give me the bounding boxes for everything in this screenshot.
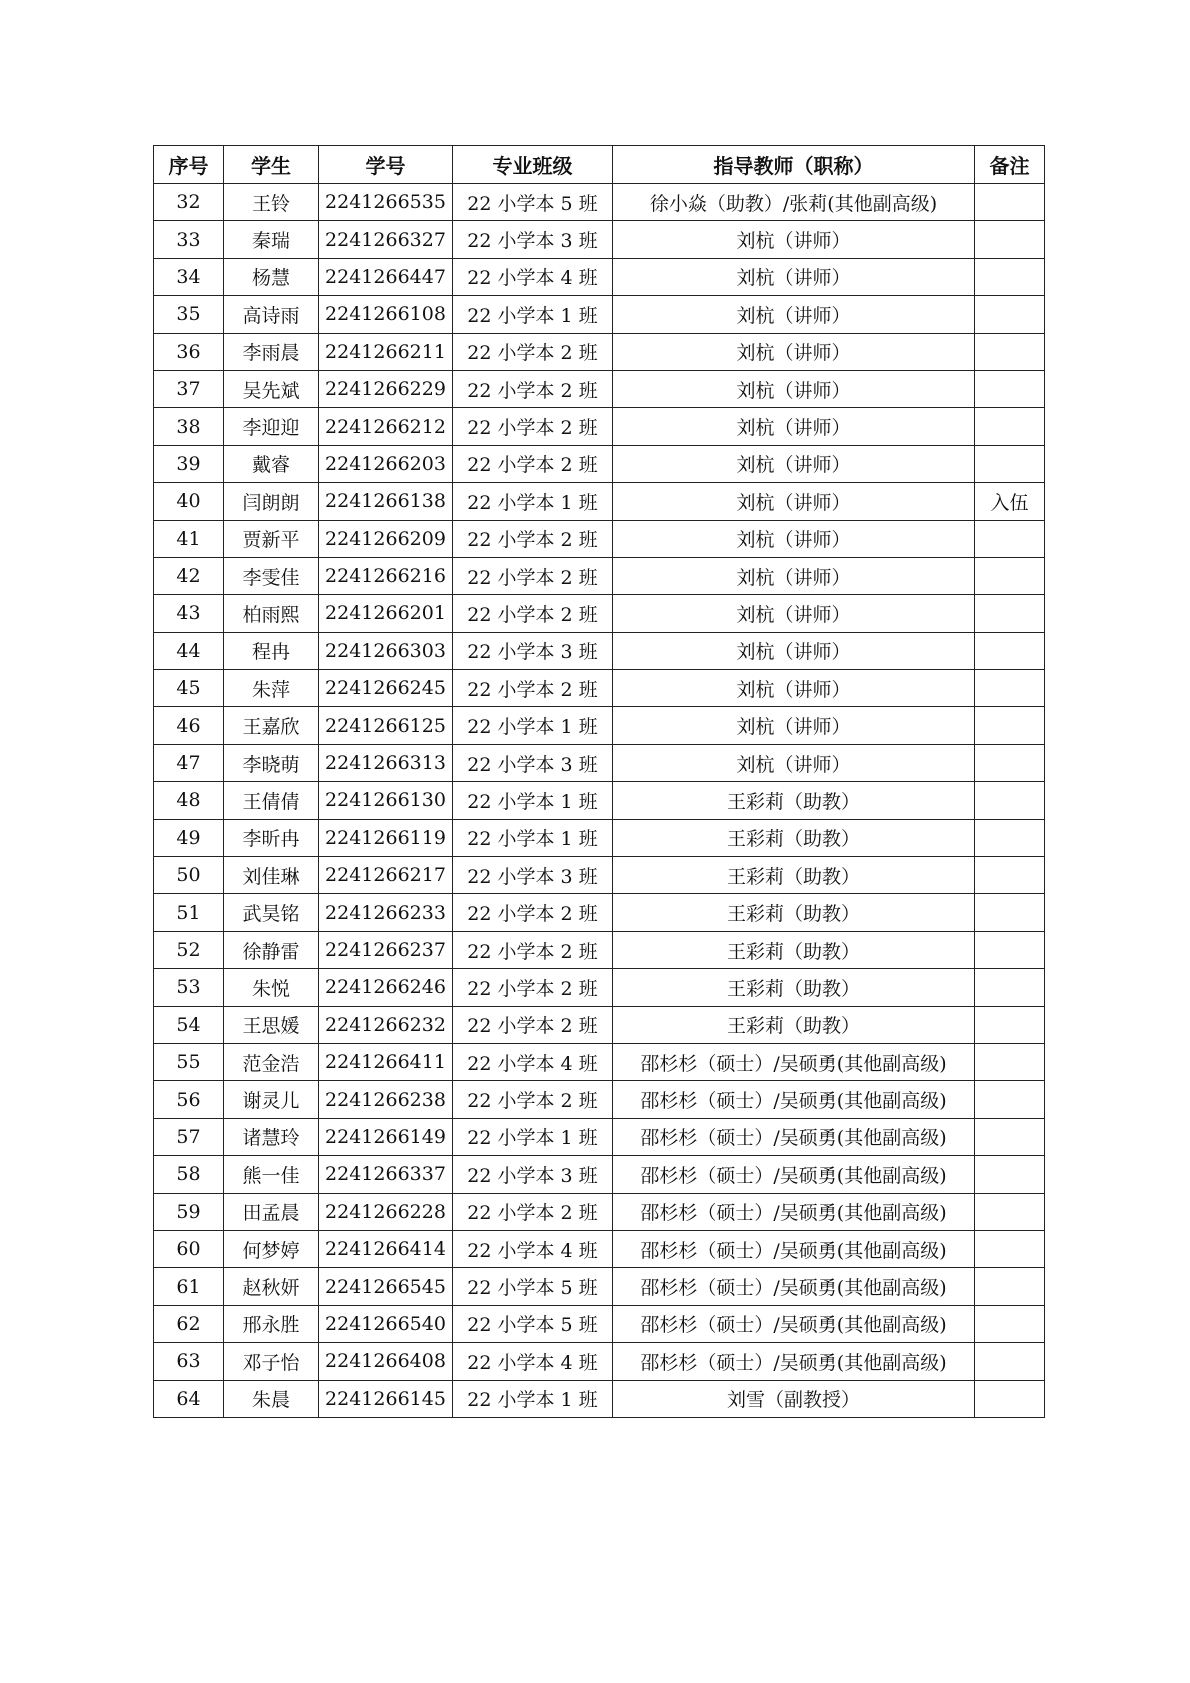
cell-remark <box>975 670 1045 707</box>
cell-advisor: 邵杉杉（硕士）/吴硕勇(其他副高级) <box>613 1305 975 1342</box>
cell-seq: 49 <box>154 819 224 856</box>
table-row <box>154 670 1045 707</box>
cell-remark <box>975 1268 1045 1305</box>
header-remark: 备注 <box>975 146 1045 184</box>
cell-advisor: 邵杉杉（硕士）/吴硕勇(其他副高级) <box>613 1193 975 1230</box>
cell-student-id: 2241266313 <box>319 744 453 781</box>
cell-student-id: 2241266327 <box>319 221 453 258</box>
cell-major-class: 22 小学本 1 班 <box>453 483 613 520</box>
cell-advisor: 刘杭（讲师） <box>613 445 975 482</box>
cell-advisor: 刘杭（讲师） <box>613 670 975 707</box>
table-row <box>154 931 1045 968</box>
cell-student: 李晓萌 <box>224 744 319 781</box>
cell-advisor: 徐小焱（助教）/张莉(其他副高级) <box>613 184 975 221</box>
cell-seq: 51 <box>154 894 224 931</box>
cell-major-class: 22 小学本 1 班 <box>453 1380 613 1417</box>
cell-remark <box>975 931 1045 968</box>
cell-seq: 50 <box>154 857 224 894</box>
cell-student: 戴睿 <box>224 445 319 482</box>
cell-remark <box>975 221 1045 258</box>
cell-student-id: 2241266237 <box>319 931 453 968</box>
cell-student-id: 2241266238 <box>319 1081 453 1118</box>
cell-student-id: 2241266233 <box>319 894 453 931</box>
cell-major-class: 22 小学本 2 班 <box>453 894 613 931</box>
table-row <box>154 857 1045 894</box>
cell-advisor: 刘杭（讲师） <box>613 296 975 333</box>
cell-major-class: 22 小学本 4 班 <box>453 1230 613 1267</box>
table-row <box>154 969 1045 1006</box>
cell-advisor: 邵杉杉（硕士）/吴硕勇(其他副高级) <box>613 1230 975 1267</box>
cell-major-class: 22 小学本 2 班 <box>453 557 613 594</box>
cell-remark <box>975 1156 1045 1193</box>
cell-major-class: 22 小学本 5 班 <box>453 184 613 221</box>
cell-remark <box>975 333 1045 370</box>
cell-seq: 48 <box>154 782 224 819</box>
cell-seq: 33 <box>154 221 224 258</box>
cell-student-id: 2241266211 <box>319 333 453 370</box>
table-row <box>154 483 1045 520</box>
cell-advisor: 刘杭（讲师） <box>613 632 975 669</box>
cell-student: 李迎迎 <box>224 408 319 445</box>
cell-seq: 52 <box>154 931 224 968</box>
cell-major-class: 22 小学本 1 班 <box>453 296 613 333</box>
cell-student-id: 2241266229 <box>319 370 453 407</box>
cell-major-class: 22 小学本 3 班 <box>453 221 613 258</box>
cell-remark <box>975 744 1045 781</box>
cell-student-id: 2241266201 <box>319 595 453 632</box>
cell-student: 王嘉欣 <box>224 707 319 744</box>
cell-seq: 44 <box>154 632 224 669</box>
table-row <box>154 1230 1045 1267</box>
cell-major-class: 22 小学本 2 班 <box>453 1006 613 1043</box>
cell-student: 何梦婷 <box>224 1230 319 1267</box>
cell-student-id: 2241266540 <box>319 1305 453 1342</box>
cell-major-class: 22 小学本 2 班 <box>453 445 613 482</box>
cell-student-id: 2241266414 <box>319 1230 453 1267</box>
cell-major-class: 22 小学本 3 班 <box>453 1156 613 1193</box>
cell-advisor: 刘雪（副教授） <box>613 1380 975 1417</box>
cell-advisor: 王彩莉（助教） <box>613 819 975 856</box>
cell-remark <box>975 894 1045 931</box>
cell-student: 谢灵儿 <box>224 1081 319 1118</box>
table-row <box>154 782 1045 819</box>
cell-seq: 62 <box>154 1305 224 1342</box>
cell-seq: 41 <box>154 520 224 557</box>
cell-seq: 32 <box>154 184 224 221</box>
cell-advisor: 王彩莉（助教） <box>613 857 975 894</box>
cell-student: 范金浩 <box>224 1043 319 1080</box>
cell-student-id: 2241266216 <box>319 557 453 594</box>
cell-remark <box>975 296 1045 333</box>
cell-major-class: 22 小学本 4 班 <box>453 1043 613 1080</box>
cell-major-class: 22 小学本 2 班 <box>453 1081 613 1118</box>
cell-advisor: 刘杭（讲师） <box>613 520 975 557</box>
cell-student: 王思媛 <box>224 1006 319 1043</box>
cell-seq: 53 <box>154 969 224 1006</box>
cell-student-id: 2241266119 <box>319 819 453 856</box>
cell-advisor: 邵杉杉（硕士）/吴硕勇(其他副高级) <box>613 1118 975 1155</box>
cell-student-id: 2241266246 <box>319 969 453 1006</box>
cell-advisor: 邵杉杉（硕士）/吴硕勇(其他副高级) <box>613 1043 975 1080</box>
cell-seq: 61 <box>154 1268 224 1305</box>
cell-remark <box>975 1081 1045 1118</box>
table-row <box>154 258 1045 295</box>
cell-major-class: 22 小学本 4 班 <box>453 258 613 295</box>
cell-major-class: 22 小学本 2 班 <box>453 408 613 445</box>
cell-student-id: 2241266125 <box>319 707 453 744</box>
cell-seq: 46 <box>154 707 224 744</box>
cell-remark <box>975 782 1045 819</box>
cell-student: 贾新平 <box>224 520 319 557</box>
table-row <box>154 1118 1045 1155</box>
cell-seq: 58 <box>154 1156 224 1193</box>
cell-student: 赵秋妍 <box>224 1268 319 1305</box>
cell-seq: 56 <box>154 1081 224 1118</box>
advisor-assignment-table <box>153 145 1045 1418</box>
cell-advisor: 刘杭（讲师） <box>613 370 975 407</box>
cell-remark <box>975 857 1045 894</box>
cell-remark <box>975 184 1045 221</box>
cell-seq: 64 <box>154 1380 224 1417</box>
cell-advisor: 刘杭（讲师） <box>613 557 975 594</box>
table-row <box>154 184 1045 221</box>
cell-student: 杨慧 <box>224 258 319 295</box>
header-student: 学生 <box>224 146 319 184</box>
cell-major-class: 22 小学本 3 班 <box>453 744 613 781</box>
cell-student: 朱悦 <box>224 969 319 1006</box>
cell-advisor: 王彩莉（助教） <box>613 931 975 968</box>
cell-student-id: 2241266228 <box>319 1193 453 1230</box>
cell-student-id: 2241266545 <box>319 1268 453 1305</box>
cell-student-id: 2241266217 <box>319 857 453 894</box>
cell-student: 李雨晨 <box>224 333 319 370</box>
header-student-id: 学号 <box>319 146 453 184</box>
table-row <box>154 221 1045 258</box>
table-row <box>154 333 1045 370</box>
table-row <box>154 744 1045 781</box>
cell-seq: 59 <box>154 1193 224 1230</box>
cell-advisor: 王彩莉（助教） <box>613 782 975 819</box>
cell-major-class: 22 小学本 2 班 <box>453 370 613 407</box>
table-row <box>154 1006 1045 1043</box>
cell-major-class: 22 小学本 2 班 <box>453 520 613 557</box>
cell-major-class: 22 小学本 2 班 <box>453 595 613 632</box>
table-row <box>154 1268 1045 1305</box>
cell-seq: 39 <box>154 445 224 482</box>
cell-seq: 54 <box>154 1006 224 1043</box>
table-row <box>154 370 1045 407</box>
cell-remark <box>975 258 1045 295</box>
cell-student: 吴先斌 <box>224 370 319 407</box>
table-row <box>154 1193 1045 1230</box>
cell-major-class: 22 小学本 2 班 <box>453 333 613 370</box>
cell-major-class: 22 小学本 4 班 <box>453 1343 613 1380</box>
cell-seq: 36 <box>154 333 224 370</box>
cell-remark <box>975 1343 1045 1380</box>
cell-remark <box>975 595 1045 632</box>
cell-seq: 55 <box>154 1043 224 1080</box>
cell-advisor: 刘杭（讲师） <box>613 707 975 744</box>
cell-student: 柏雨熙 <box>224 595 319 632</box>
header-advisor: 指导教师（职称） <box>613 146 975 184</box>
table-row <box>154 557 1045 594</box>
cell-major-class: 22 小学本 2 班 <box>453 931 613 968</box>
cell-seq: 47 <box>154 744 224 781</box>
header-seq: 序号 <box>154 146 224 184</box>
cell-seq: 63 <box>154 1343 224 1380</box>
cell-student-id: 2241266535 <box>319 184 453 221</box>
cell-advisor: 邵杉杉（硕士）/吴硕勇(其他副高级) <box>613 1268 975 1305</box>
cell-advisor: 刘杭（讲师） <box>613 744 975 781</box>
table-row <box>154 1043 1045 1080</box>
cell-major-class: 22 小学本 1 班 <box>453 707 613 744</box>
cell-advisor: 刘杭（讲师） <box>613 408 975 445</box>
table-row <box>154 595 1045 632</box>
table-body <box>154 184 1045 1418</box>
cell-student: 高诗雨 <box>224 296 319 333</box>
cell-student-id: 2241266130 <box>319 782 453 819</box>
cell-seq: 34 <box>154 258 224 295</box>
cell-advisor: 邵杉杉（硕士）/吴硕勇(其他副高级) <box>613 1156 975 1193</box>
cell-student: 熊一佳 <box>224 1156 319 1193</box>
cell-major-class: 22 小学本 5 班 <box>453 1305 613 1342</box>
cell-student: 李昕冉 <box>224 819 319 856</box>
cell-seq: 38 <box>154 408 224 445</box>
cell-remark <box>975 819 1045 856</box>
table-row <box>154 408 1045 445</box>
header-major-class: 专业班级 <box>453 146 613 184</box>
table-header-row <box>154 146 1045 184</box>
cell-student-id: 2241266149 <box>319 1118 453 1155</box>
table-row <box>154 632 1045 669</box>
cell-student: 王铃 <box>224 184 319 221</box>
cell-student: 刘佳琳 <box>224 857 319 894</box>
cell-remark <box>975 557 1045 594</box>
cell-remark <box>975 1043 1045 1080</box>
table-row <box>154 1343 1045 1380</box>
table-row <box>154 520 1045 557</box>
cell-student: 李雯佳 <box>224 557 319 594</box>
cell-advisor: 刘杭（讲师） <box>613 258 975 295</box>
cell-advisor: 王彩莉（助教） <box>613 969 975 1006</box>
cell-student: 武昊铭 <box>224 894 319 931</box>
cell-advisor: 邵杉杉（硕士）/吴硕勇(其他副高级) <box>613 1081 975 1118</box>
cell-advisor: 刘杭（讲师） <box>613 483 975 520</box>
cell-student-id: 2241266303 <box>319 632 453 669</box>
cell-seq: 43 <box>154 595 224 632</box>
cell-remark <box>975 408 1045 445</box>
cell-remark <box>975 1305 1045 1342</box>
cell-major-class: 22 小学本 3 班 <box>453 857 613 894</box>
cell-student-id: 2241266411 <box>319 1043 453 1080</box>
cell-student-id: 2241266337 <box>319 1156 453 1193</box>
table-row <box>154 1156 1045 1193</box>
cell-seq: 35 <box>154 296 224 333</box>
cell-student: 诸慧玲 <box>224 1118 319 1155</box>
cell-advisor: 邵杉杉（硕士）/吴硕勇(其他副高级) <box>613 1343 975 1380</box>
cell-advisor: 刘杭（讲师） <box>613 595 975 632</box>
table-row <box>154 1380 1045 1417</box>
cell-student: 田孟晨 <box>224 1193 319 1230</box>
cell-major-class: 22 小学本 2 班 <box>453 1193 613 1230</box>
cell-major-class: 22 小学本 1 班 <box>453 782 613 819</box>
cell-student-id: 2241266203 <box>319 445 453 482</box>
cell-major-class: 22 小学本 1 班 <box>453 819 613 856</box>
cell-student-id: 2241266212 <box>319 408 453 445</box>
cell-advisor: 王彩莉（助教） <box>613 894 975 931</box>
cell-remark <box>975 370 1045 407</box>
cell-seq: 37 <box>154 370 224 407</box>
cell-student-id: 2241266408 <box>319 1343 453 1380</box>
cell-major-class: 22 小学本 5 班 <box>453 1268 613 1305</box>
cell-remark <box>975 1006 1045 1043</box>
cell-student: 徐静雷 <box>224 931 319 968</box>
cell-student: 邓子怡 <box>224 1343 319 1380</box>
table-row <box>154 296 1045 333</box>
cell-student: 程冉 <box>224 632 319 669</box>
cell-seq: 57 <box>154 1118 224 1155</box>
cell-remark <box>975 445 1045 482</box>
cell-remark <box>975 632 1045 669</box>
cell-major-class: 22 小学本 1 班 <box>453 1118 613 1155</box>
table-row <box>154 707 1045 744</box>
cell-student-id: 2241266232 <box>319 1006 453 1043</box>
cell-seq: 60 <box>154 1230 224 1267</box>
cell-student: 朱晨 <box>224 1380 319 1417</box>
cell-student-id: 2241266245 <box>319 670 453 707</box>
cell-student-id: 2241266138 <box>319 483 453 520</box>
cell-remark <box>975 1230 1045 1267</box>
cell-remark <box>975 520 1045 557</box>
cell-remark <box>975 1380 1045 1417</box>
cell-advisor: 刘杭（讲师） <box>613 221 975 258</box>
cell-student-id: 2241266447 <box>319 258 453 295</box>
cell-student-id: 2241266145 <box>319 1380 453 1417</box>
cell-remark <box>975 1118 1045 1155</box>
cell-advisor: 王彩莉（助教） <box>613 1006 975 1043</box>
cell-major-class: 22 小学本 2 班 <box>453 670 613 707</box>
cell-major-class: 22 小学本 2 班 <box>453 969 613 1006</box>
table-row <box>154 1081 1045 1118</box>
cell-student: 秦瑞 <box>224 221 319 258</box>
cell-seq: 42 <box>154 557 224 594</box>
cell-student: 邢永胜 <box>224 1305 319 1342</box>
cell-student-id: 2241266209 <box>319 520 453 557</box>
table-row <box>154 1305 1045 1342</box>
cell-major-class: 22 小学本 3 班 <box>453 632 613 669</box>
table-row <box>154 819 1045 856</box>
cell-remark: 入伍 <box>975 483 1045 520</box>
cell-remark <box>975 969 1045 1006</box>
cell-student-id: 2241266108 <box>319 296 453 333</box>
cell-seq: 45 <box>154 670 224 707</box>
cell-remark <box>975 1193 1045 1230</box>
table-row <box>154 894 1045 931</box>
cell-seq: 40 <box>154 483 224 520</box>
cell-student: 王倩倩 <box>224 782 319 819</box>
cell-advisor: 刘杭（讲师） <box>613 333 975 370</box>
table-row <box>154 445 1045 482</box>
cell-student: 朱萍 <box>224 670 319 707</box>
cell-student: 闫朗朗 <box>224 483 319 520</box>
cell-remark <box>975 707 1045 744</box>
